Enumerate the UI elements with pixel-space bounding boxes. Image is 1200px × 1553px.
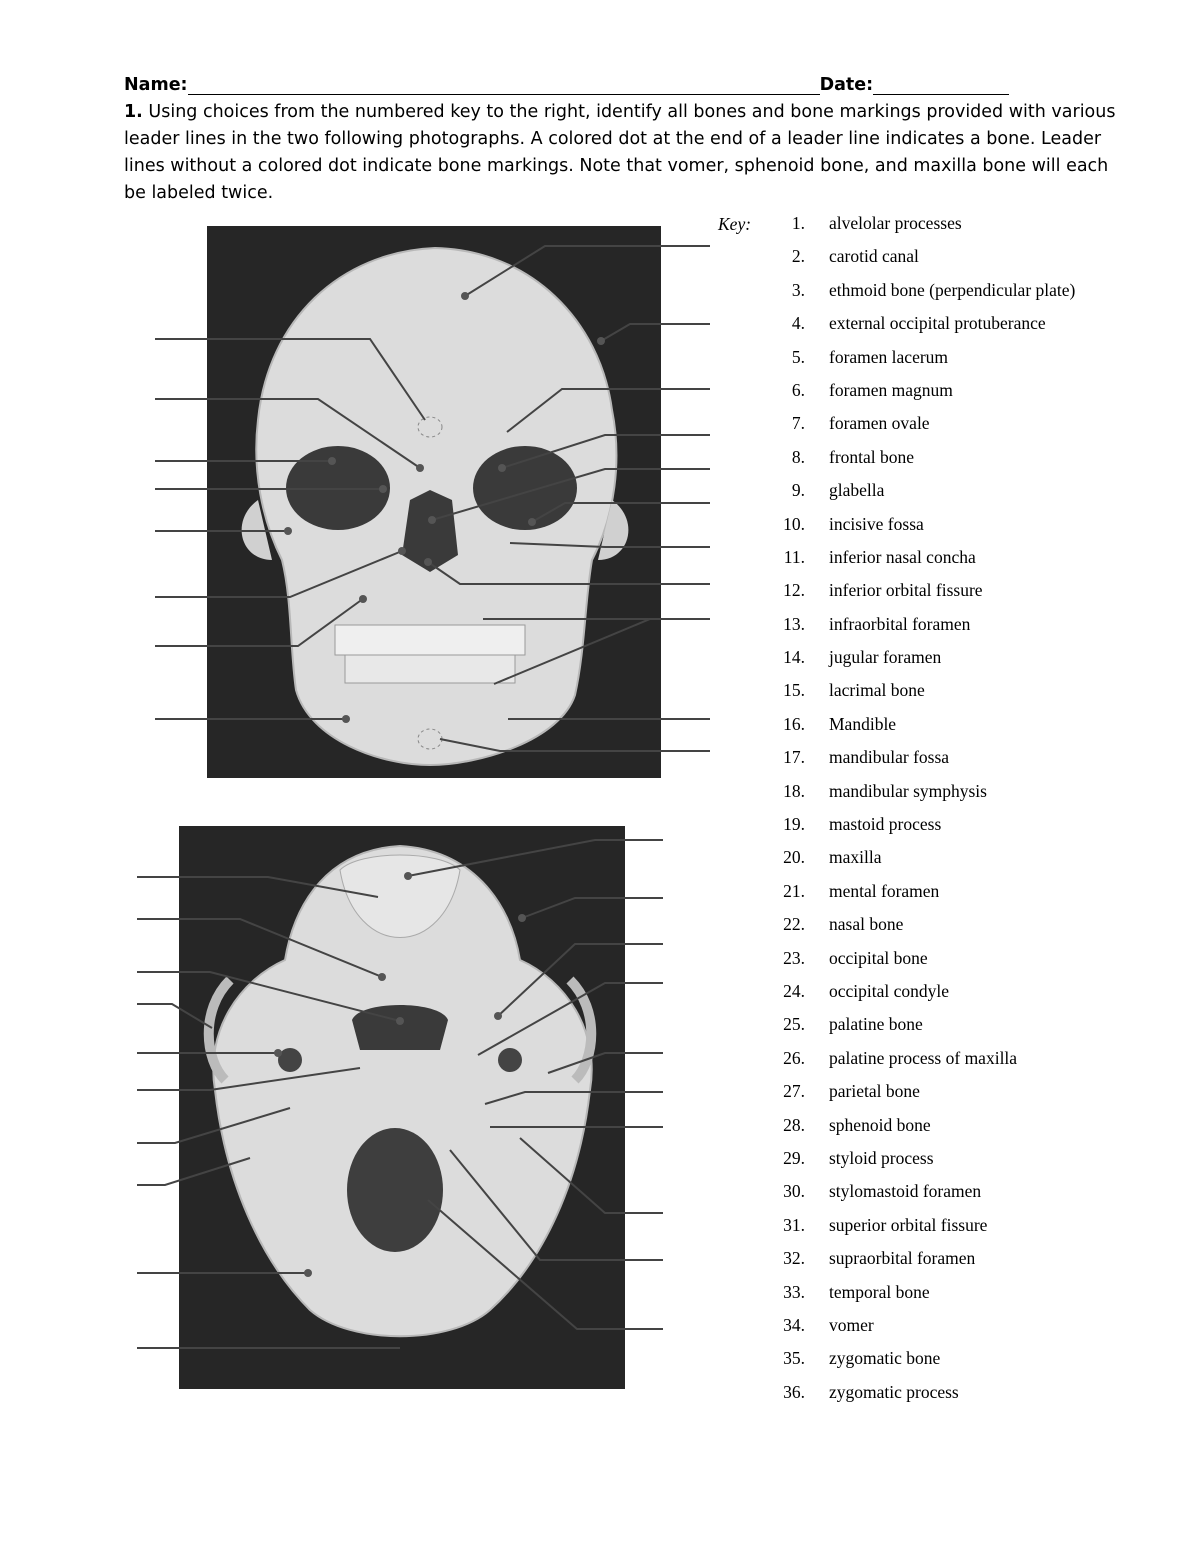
key-item bbox=[770, 1148, 1190, 1181]
key-item-number: 26. bbox=[783, 1047, 805, 1068]
key-item-label: inferior nasal concha bbox=[829, 546, 976, 567]
key-item-label: ethmoid bone (perpendicular plate) bbox=[829, 279, 1076, 300]
key-item bbox=[770, 347, 1190, 380]
key-item bbox=[770, 1081, 1190, 1114]
key-item bbox=[770, 547, 1190, 580]
key-item bbox=[770, 1348, 1190, 1381]
key-item-number: 19. bbox=[783, 814, 805, 835]
key-item bbox=[770, 1248, 1190, 1281]
key-item-label: lacrimal bone bbox=[829, 680, 925, 701]
key-item-label: occipital bone bbox=[829, 947, 928, 968]
key-item bbox=[770, 1014, 1190, 1047]
key-item-number: 1. bbox=[791, 213, 805, 233]
key-item bbox=[770, 881, 1190, 914]
key-item bbox=[770, 447, 1190, 480]
key-item-number: 16. bbox=[783, 713, 805, 734]
key-item-number: 8. bbox=[791, 446, 805, 467]
key-item-number: 20. bbox=[783, 847, 805, 868]
key-item-label: styloid process bbox=[829, 1147, 934, 1168]
key-item-label: vomer bbox=[829, 1314, 874, 1335]
instructions-text: Using choices from the numbered key to the right, identify all bones and bone markings provided with various leader lines in the two following photographs. A colored dot at the end of a leader line indicates a bone. Leader lines without a colored dot indicate bone markings. Note that vomer, sphenoid bone, and maxilla bone will each be labeled twice. bbox=[124, 102, 1116, 203]
key-item-number: 3. bbox=[791, 279, 805, 300]
key-item-label: superior orbital fissure bbox=[829, 1214, 988, 1235]
key-item-label: maxilla bbox=[829, 847, 882, 868]
key-item-label: stylomastoid foramen bbox=[829, 1181, 982, 1202]
key-item-number: 2. bbox=[791, 246, 805, 267]
key-item bbox=[770, 714, 1190, 747]
key-item-number: 4. bbox=[791, 313, 805, 334]
key-item-label: alvelolar processes bbox=[829, 213, 962, 233]
key-item-label: external occipital protuberance bbox=[829, 313, 1046, 334]
key-item-number: 23. bbox=[783, 947, 805, 968]
key-item bbox=[770, 981, 1190, 1014]
key-item-number: 17. bbox=[783, 747, 805, 768]
key-item bbox=[770, 814, 1190, 847]
key-list bbox=[770, 213, 1190, 1415]
key-item bbox=[770, 313, 1190, 346]
key-item-number: 36. bbox=[783, 1381, 805, 1402]
key-item-number: 29. bbox=[783, 1147, 805, 1168]
key-item bbox=[770, 948, 1190, 981]
key-item-label: inferior orbital fissure bbox=[829, 580, 983, 601]
key-item-number: 15. bbox=[783, 680, 805, 701]
key-item-label: palatine process of maxilla bbox=[829, 1047, 1018, 1068]
key-item-label: occipital condyle bbox=[829, 980, 950, 1001]
question-number: 1. bbox=[124, 102, 143, 122]
key-item bbox=[770, 1382, 1190, 1415]
key-title: Key: bbox=[718, 214, 752, 234]
key-item bbox=[770, 280, 1190, 313]
key-item-number: 32. bbox=[783, 1248, 805, 1269]
key-item bbox=[770, 1315, 1190, 1348]
key-item-label: sphenoid bone bbox=[829, 1114, 931, 1135]
key-item-number: 11. bbox=[783, 546, 805, 567]
key-item-label: supraorbital foramen bbox=[829, 1248, 976, 1269]
key-item-number: 28. bbox=[783, 1114, 805, 1135]
key-item-number: 10. bbox=[783, 513, 805, 534]
key-item-label: mastoid process bbox=[829, 814, 942, 835]
key-item-label: nasal bone bbox=[829, 914, 904, 935]
key-item-label: zygomatic process bbox=[829, 1381, 959, 1402]
anterior-skull bbox=[242, 248, 629, 765]
key-item bbox=[770, 1048, 1190, 1081]
inferior-skull bbox=[209, 846, 592, 1336]
key-item-label: zygomatic bone bbox=[829, 1348, 941, 1369]
key-item-label: parietal bone bbox=[829, 1081, 920, 1102]
key-item-number: 35. bbox=[783, 1348, 805, 1369]
key-item-number: 22. bbox=[783, 914, 805, 935]
key-item bbox=[770, 680, 1190, 713]
key-item bbox=[770, 213, 1190, 246]
key-item bbox=[770, 1115, 1190, 1148]
key-item-label: mandibular symphysis bbox=[829, 780, 987, 801]
key-item-number: 34. bbox=[783, 1314, 805, 1335]
key-item-label: mental foramen bbox=[829, 880, 940, 901]
key-item-label: foramen magnum bbox=[829, 379, 953, 400]
key-item-number: 6. bbox=[791, 379, 805, 400]
date-label: Date: bbox=[819, 75, 874, 95]
key-item-label: glabella bbox=[829, 480, 885, 501]
key-item-label: incisive fossa bbox=[829, 513, 924, 534]
key-item-number: 5. bbox=[791, 346, 805, 367]
key-item-number: 31. bbox=[783, 1214, 805, 1235]
key-item-number: 24. bbox=[783, 980, 805, 1001]
key-item-label: temporal bone bbox=[829, 1281, 930, 1302]
key-item-number: 14. bbox=[783, 647, 805, 668]
key-item bbox=[770, 1215, 1190, 1248]
key-item bbox=[770, 747, 1190, 780]
key-item bbox=[770, 1181, 1190, 1214]
key-item bbox=[770, 914, 1190, 947]
key-item-label: foramen ovale bbox=[829, 413, 930, 434]
key-item-label: jugular foramen bbox=[829, 647, 942, 668]
key-item-number: 25. bbox=[783, 1014, 805, 1035]
key-item bbox=[770, 614, 1190, 647]
key-item-number: 18. bbox=[783, 780, 805, 801]
key-item-number: 30. bbox=[783, 1181, 805, 1202]
key-item bbox=[770, 781, 1190, 814]
key-item bbox=[770, 480, 1190, 513]
key-item-number: 33. bbox=[783, 1281, 805, 1302]
key-item bbox=[770, 380, 1190, 413]
key-item-number: 7. bbox=[791, 413, 805, 434]
key-item-label: carotid canal bbox=[829, 246, 919, 267]
key-item bbox=[770, 847, 1190, 880]
key-item bbox=[770, 514, 1190, 547]
key-item-label: infraorbital foramen bbox=[829, 613, 971, 634]
key-item-number: 9. bbox=[791, 480, 805, 501]
key-item bbox=[770, 246, 1190, 279]
key-item bbox=[770, 413, 1190, 446]
key-item-label: mandibular fossa bbox=[829, 747, 950, 768]
key-item bbox=[770, 647, 1190, 680]
key-item bbox=[770, 1282, 1190, 1315]
key-item-label: foramen lacerum bbox=[829, 346, 949, 367]
key-item-number: 21. bbox=[783, 880, 805, 901]
key-item bbox=[770, 580, 1190, 613]
key-item-number: 27. bbox=[783, 1081, 805, 1102]
key-item-label: palatine bone bbox=[829, 1014, 923, 1035]
key-item-label: frontal bone bbox=[829, 446, 915, 467]
key-item-number: 13. bbox=[783, 613, 805, 634]
name-label: Name: bbox=[124, 75, 188, 95]
key-item-label: Mandible bbox=[829, 713, 897, 734]
key-item-number: 12. bbox=[783, 580, 805, 601]
